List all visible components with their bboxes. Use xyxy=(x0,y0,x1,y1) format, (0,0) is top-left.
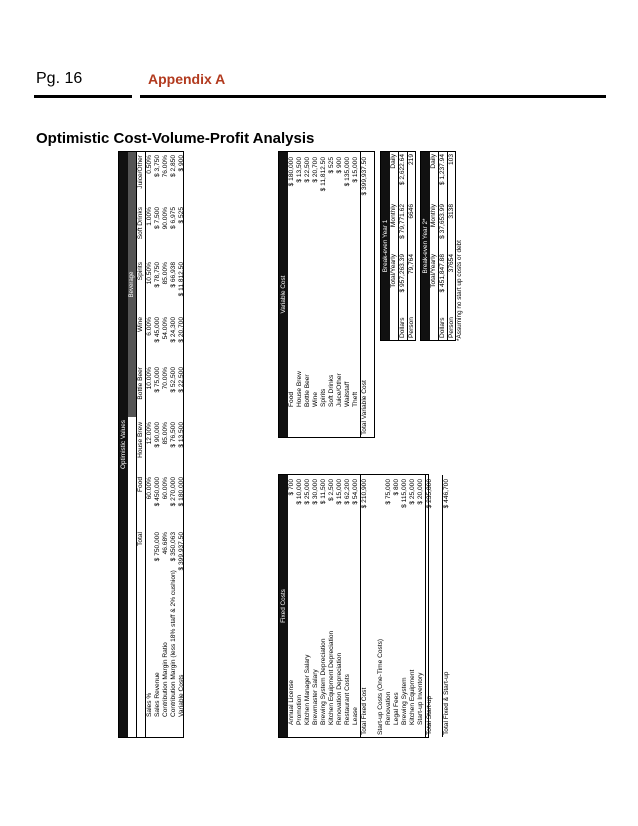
cell-value: $ 3,750 xyxy=(154,155,161,177)
table-row xyxy=(409,475,417,737)
col-wine: Wine xyxy=(137,317,144,333)
cell-value: $ 30,000 xyxy=(312,479,319,505)
cell-value: 103 xyxy=(448,154,455,166)
breakeven-column-row xyxy=(390,152,398,340)
breakeven-year1-header: Break-even Year 1 xyxy=(381,152,390,340)
table-row xyxy=(344,152,352,437)
variable-cost-header: Variable Cost xyxy=(279,152,288,437)
row-label: Sales Revenue xyxy=(154,672,161,717)
table-row xyxy=(447,152,456,340)
row-label: Kitchen Manager Salary xyxy=(304,654,311,725)
cell-value: $ 2,622.64 xyxy=(399,154,406,186)
section-label: Appendix A xyxy=(148,71,226,87)
table-row xyxy=(336,152,344,437)
cell-value: $ 15,000 xyxy=(336,479,343,505)
cell-value: 60.00% xyxy=(162,477,169,500)
cell-value: $ 350,063 xyxy=(170,532,177,562)
table-row xyxy=(320,152,328,437)
table-row xyxy=(288,152,296,437)
cell-value: 6.00% xyxy=(146,317,153,336)
row-label: Start-up Inventory xyxy=(417,672,424,725)
table-row xyxy=(312,152,320,437)
col-soft-drinks: Soft Drinks xyxy=(137,207,144,240)
spacer-row xyxy=(434,475,442,737)
optimistic-column-header-row xyxy=(128,152,137,737)
cell-value: $ 750,000 xyxy=(154,532,161,562)
row-label: Spirits xyxy=(320,388,327,407)
cell-value: 1.00% xyxy=(146,207,153,226)
row-label: Lease xyxy=(352,707,359,725)
cell-value: $ 957,263.39 xyxy=(399,254,406,293)
cell-value: 10.50% xyxy=(146,262,153,285)
cell-value: $ 20,700 xyxy=(178,317,185,343)
table-row xyxy=(393,475,401,737)
column-header: Total/Yearly xyxy=(430,254,437,288)
cell-value: 219 xyxy=(408,154,415,166)
table-row xyxy=(146,152,154,737)
startup-heading-row xyxy=(377,475,385,737)
optimistic-values-table xyxy=(118,151,184,738)
cell-value: $ 22,500 xyxy=(178,367,185,393)
row-label: Soft Drinks xyxy=(328,374,335,407)
breakeven-column-row xyxy=(430,152,438,340)
cell-value: $ 25,000 xyxy=(409,479,416,505)
row-label: Variable Costs xyxy=(178,674,185,717)
cell-value: $ 270,000 xyxy=(170,477,177,507)
table-row xyxy=(162,152,170,737)
breakeven-footnote: *Assuming no start up costs or debt xyxy=(456,240,463,341)
cell-value: $ 52,500 xyxy=(170,367,177,393)
row-label: Person xyxy=(448,317,455,338)
table-row xyxy=(401,475,409,737)
table-row xyxy=(170,152,178,737)
cell-value: $ 54,000 xyxy=(352,479,359,505)
row-label: Bottle Beer xyxy=(304,374,311,407)
table-row xyxy=(154,152,162,737)
cell-value: $ 1,237.94 xyxy=(439,154,446,186)
row-label: Food xyxy=(288,391,295,407)
row-label: Waitstaff xyxy=(344,381,351,407)
cell-value: $ 446,700 xyxy=(443,479,450,509)
variable-cost-rows xyxy=(288,152,369,437)
col-bottle-beer: Bottle Beer xyxy=(137,367,144,400)
cell-value: $ 2,850 xyxy=(170,155,177,177)
table-row xyxy=(178,152,186,737)
cell-value: $ 20,000 xyxy=(417,479,424,505)
row-label: House Brew xyxy=(296,371,303,407)
cell-value: $ 135,000 xyxy=(344,157,351,187)
breakeven-year1-table xyxy=(380,151,416,341)
row-label: Theft xyxy=(352,391,359,407)
cell-value: $ 37,653.99 xyxy=(439,204,446,239)
table-row xyxy=(336,475,344,737)
grand-total-row xyxy=(442,475,451,737)
cell-value: 54.00% xyxy=(162,317,169,340)
cell-value: $ 115,000 xyxy=(401,479,408,508)
page-title: Optimistic Cost-Volume-Profit Analysis xyxy=(36,130,315,147)
table-row xyxy=(296,152,304,437)
table-row xyxy=(417,475,425,737)
col-juice-other: Juice/Other xyxy=(137,155,144,189)
col-total: Total xyxy=(137,532,144,546)
row-label: Legal Fees xyxy=(393,692,400,725)
row-label: Renovation Depreciation xyxy=(336,652,343,725)
cell-value: 90.00% xyxy=(162,207,169,230)
row-label: Brewing System xyxy=(401,677,408,725)
cell-value: $ 399,937.50 xyxy=(361,157,368,196)
cell-value: $ 7,500 xyxy=(154,207,161,229)
row-label: Sales % xyxy=(146,692,153,717)
cell-value: 79,764 xyxy=(408,254,415,275)
header-rule-right xyxy=(140,95,606,98)
cell-value: $ 451,847.88 xyxy=(439,254,446,293)
cell-value: $ 90,000 xyxy=(154,422,161,448)
total-variable-row xyxy=(360,152,369,437)
cell-value: 0.50% xyxy=(146,155,153,174)
table-row xyxy=(352,152,360,437)
cell-value: $ 22,500 xyxy=(304,157,311,183)
row-label: Contribution Margin Ratio xyxy=(162,642,169,717)
cell-value: 3138 xyxy=(448,204,455,219)
row-label: Dollars xyxy=(439,317,446,338)
cell-value: $ 45,000 xyxy=(154,317,161,343)
cell-value: $ 20,700 xyxy=(312,157,319,183)
table-row xyxy=(312,475,320,737)
column-header: Monthly xyxy=(430,204,437,228)
cell-value: $ 13,500 xyxy=(296,157,303,183)
col-spirits: Spirits xyxy=(137,262,144,281)
cell-value: $ 79,771.62 xyxy=(399,204,406,239)
fixed-costs-table xyxy=(278,474,450,738)
row-label: Total Fixed Cost xyxy=(361,687,368,735)
spacer-row xyxy=(369,475,377,737)
table-row xyxy=(328,152,336,437)
cell-value: $ 24,300 xyxy=(170,317,177,343)
cell-value: 37654 xyxy=(448,254,455,273)
optimistic-values-header: Optimistic Values xyxy=(119,152,128,737)
col-house-brew: House Brew xyxy=(137,422,144,458)
total-fixed-row xyxy=(360,475,369,737)
cell-value: $ 66,938 xyxy=(170,262,177,288)
row-label: Dollars xyxy=(399,317,406,338)
fixed-costs-rows xyxy=(288,475,451,737)
cell-value: $ 900 xyxy=(178,155,185,172)
cell-value: 76.00% xyxy=(162,155,169,178)
breakeven-year2-table xyxy=(420,151,456,341)
breakeven-year2-header: Break-even Year 2* xyxy=(421,152,430,340)
cell-value: 10.00% xyxy=(146,367,153,390)
cell-value: 6646 xyxy=(408,204,415,219)
cell-value: $ 2,500 xyxy=(328,479,335,501)
table-row xyxy=(304,475,312,737)
column-header: Daily xyxy=(390,154,397,169)
table-row xyxy=(304,152,312,437)
row-label: Total Start-up xyxy=(426,695,433,735)
table-row xyxy=(385,475,393,737)
cell-value: $ 900 xyxy=(336,157,343,174)
cell-value: $ 25,000 xyxy=(304,479,311,505)
cell-value: $ 78,750 xyxy=(154,262,161,288)
row-label: Juice/Other xyxy=(336,373,343,407)
table-row xyxy=(296,475,304,737)
table-row xyxy=(344,475,352,737)
cell-value: $ 75,000 xyxy=(154,367,161,393)
row-label: Brewing System Depreciation xyxy=(320,638,327,725)
cell-value: 12.00% xyxy=(146,422,153,445)
row-label: Promotion xyxy=(296,694,303,725)
row-label: Start-up Costs (One-Time Costs) xyxy=(377,638,384,735)
table-row xyxy=(352,475,360,737)
cell-value: $ 180,000 xyxy=(178,477,185,507)
header-rule-left xyxy=(34,95,132,98)
cell-value: 46.68% xyxy=(162,532,169,555)
cell-value: $ 525 xyxy=(178,207,185,224)
breakeven-year1-body xyxy=(390,152,416,340)
row-label: Kitchen Equipment Depreciation xyxy=(328,630,335,725)
cell-value: $ 399,937.50 xyxy=(178,532,185,571)
cell-value: $ 11,812.50 xyxy=(178,262,185,297)
cell-value: $ 13,500 xyxy=(178,422,185,448)
row-label: Total Fixed & Start-up xyxy=(443,671,450,735)
row-label: Annual License xyxy=(288,679,295,725)
variable-cost-table xyxy=(278,151,375,438)
cell-value: $ 10,000 xyxy=(296,479,303,505)
cell-value: $ 525 xyxy=(328,157,335,174)
row-label: Person xyxy=(408,317,415,338)
table-row xyxy=(398,152,407,340)
cell-value: $ 6,975 xyxy=(170,207,177,229)
cell-value: $ 450,000 xyxy=(154,477,161,507)
rotated-spreadsheet xyxy=(118,153,463,738)
fixed-costs-header: Fixed Costs xyxy=(279,475,288,737)
page-number: Pg. 16 xyxy=(36,70,83,87)
cell-value: 85.00% xyxy=(162,422,169,445)
row-label: Restaurant Costs xyxy=(344,674,351,725)
optimistic-columns xyxy=(137,152,146,737)
column-header: Daily xyxy=(430,154,437,169)
cell-value: 60.00% xyxy=(146,477,153,500)
total-startup-row xyxy=(425,475,434,737)
cell-value: $ 15,000 xyxy=(352,157,359,183)
cell-value: $ 235,800 xyxy=(426,479,433,509)
col-food: Food xyxy=(137,477,144,493)
row-label: Total Variable Cost xyxy=(361,380,368,435)
cell-value: 70.00% xyxy=(162,367,169,390)
row-label: Brewmaster Salary xyxy=(312,669,319,725)
cell-value: $ 75,000 xyxy=(385,479,392,505)
table-row xyxy=(438,152,447,340)
row-label: Renovation xyxy=(385,691,392,725)
cell-value: $ 76,500 xyxy=(170,422,177,448)
cell-value: $ 11,812.50 xyxy=(320,157,327,192)
row-label: Wine xyxy=(312,391,319,407)
table-row xyxy=(288,475,296,737)
breakeven-year2-body xyxy=(430,152,456,340)
cell-value: 85.00% xyxy=(162,262,169,285)
table-row xyxy=(407,152,416,340)
table-row xyxy=(320,475,328,737)
table-row xyxy=(328,475,336,737)
cell-value: $ 180,000 xyxy=(288,157,295,187)
cell-value: $ 210,900 xyxy=(361,479,368,509)
column-header: Total/Yearly xyxy=(390,254,397,288)
beverage-group-label: Beverage xyxy=(128,152,136,417)
cell-value: $ 62,200 xyxy=(344,479,351,505)
cell-value: $ 800 xyxy=(393,479,400,496)
optimistic-rows xyxy=(146,152,186,737)
cell-value: $ 11,500 xyxy=(320,479,327,505)
column-header: Monthly xyxy=(390,204,397,228)
row-label: Kitchen Equipment xyxy=(409,669,416,725)
row-label: Contribution Margin (less 18% staff & 2% cushion) xyxy=(170,570,177,717)
cell-value: $ 700 xyxy=(288,479,295,496)
